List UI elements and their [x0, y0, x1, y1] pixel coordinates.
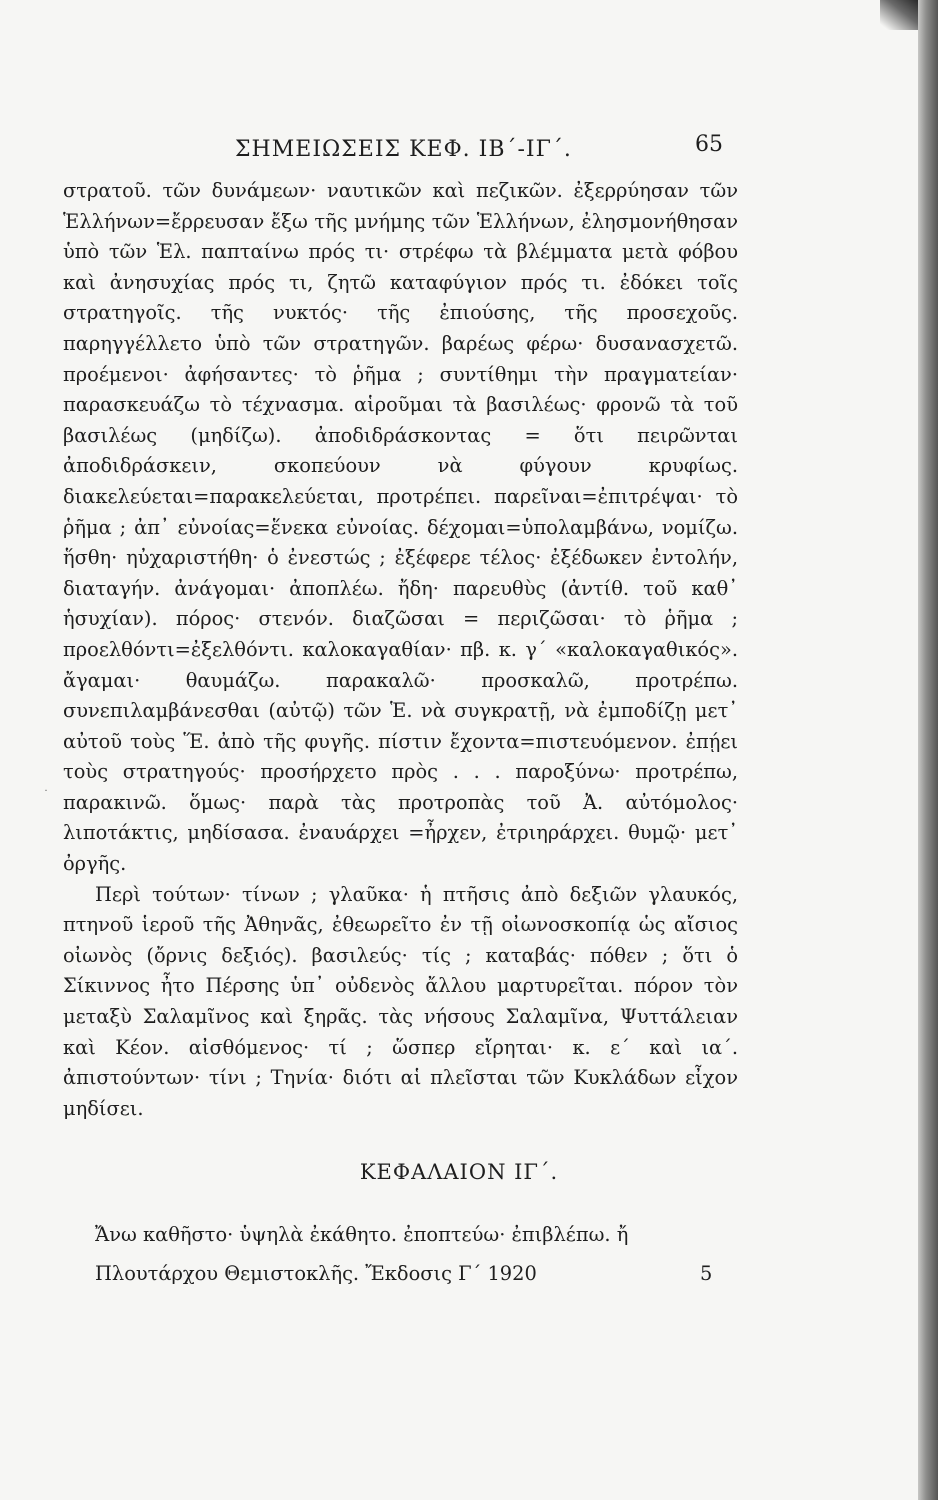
notes-body: [63, 176, 738, 1124]
footer-imprint: Πλουτάρχου Θεμιστοκλῆς. Ἔκδοσις Γ΄ 1920: [95, 1262, 537, 1285]
margin-pencil-mark: ·: [44, 783, 48, 797]
corner-shadow: [880, 0, 918, 30]
signature-mark: 5: [700, 1262, 713, 1285]
notes-paragraph-2: Περὶ τούτων· τίνων ; γλαῦκα· ἡ πτῆσις ἀπὸ δεξιῶν γλαυκός, πτηνοῦ ἱεροῦ τῆς Ἀθηνᾶς, ἐθεωρεῖτο ἐν τῇ οἰωνοσκοπίᾳ ὡς αἴσιος οἰωνὸς (ὄρνις δεξιός). βασιλεύς· τίς ; καταβάς· πόθεν ; ὅτι ὁ Σίκιννος ἦτο Πέρσης ὑπ᾽ οὐδενὸς ἄλλου μαρτυρεῖται. πόρον τὸν μεταξὺ Σαλαμῖνος καὶ ξηρᾶς. τὰς νήσους Σαλαμῖνα, Ψυττάλειαν καὶ Κέον. αἰσθόμενος· τί ; ὥσπερ εἴρηται· κ. ε΄ καὶ ια΄. ἀπιστούντων· τίνι ; Τηνία· διότι αἱ πλεῖσται τῶν Κυκλάδων εἶχον μηδίσει.: [63, 882, 738, 1120]
page-number: 65: [695, 132, 723, 157]
chapter-heading: ΚΕΦΑΛΑΙΟΝ ΙΓ΄.: [359, 1160, 559, 1184]
page-edge-shadow: [918, 0, 938, 1500]
chapter-first-line: Ἄνω καθῆστο· ὑψηλὰ ἐκάθητο. ἐποπτεύω· ἐπιβλέπω. ἤ: [95, 1223, 629, 1246]
notes-paragraph-1: στρατοῦ. τῶν δυνάμεων· ναυτικῶν καὶ πεζικῶν. ἐξερρύησαν τῶν Ἑλλήνων=ἔρρευσαν ἔξω τῆς μνήμης τῶν Ἑλλήνων, ἐλησμονήθησαν ὑπὸ τῶν Ἑλ. παπταίνω πρός τι· στρέφω τὰ βλέμματα μετὰ φόβου καὶ ἀνησυχίας πρός τι, ζητῶ καταφύγιον πρός τι. ἐδόκει τοῖς στρατηγοῖς. τῆς νυκτός· τῆς ἐπιούσης, τῆς προσεχοῦς. παρηγγέλλετο ὑπὸ τῶν στρατηγῶν. βαρέως φέρω· δυσανασχετῶ. προέμενοι· ἀφήσαντες· τὸ ῥῆμα ; συντίθημι τὴν πραγματείαν· παρασκευάζω τὸ τέχνασμα. αἱροῦμαι τὰ βασιλέως· φρονῶ τὰ τοῦ βασιλέως (μηδίζω). ἀποδιδράσκοντας = ὅτι πειρῶνται ἀποδιδράσκειν, σκοπεύουν νὰ φύγουν κρυφίως. διακελεύεται=παρακελεύεται, προτρέπει. παρεῖναι=ἐπιτρέψαι· τὸ ῥῆμα ; ἀπ᾽ εὐνοίας=ἕνεκα εὐνοίας. δέχομαι=ὑπολαμβάνω, νομίζω. ἥσθη· ηὐχαριστήθη· ὁ ἐνεστώς ; ἐξέφερε τέλος· ἐξέδωκεν ἐντολήν, διαταγήν. ἀνάγομαι· ἀποπλέω. ἤδη· παρευθὺς (ἀντίθ. τοῦ καθ᾽ ἡσυχίαν). πόρος· στενόν. διαζῶσαι = περιζῶσαι· τὸ ῥῆμα ; προελθόντι=ἐξελθόντι. καλοκαγαθίαν· πβ. κ. γ΄ «καλοκαγαθικός». ἄγαμαι· θαυμάζω. παρακαλῶ· προσκαλῶ, προτρέπω. συνεπιλαμβάνεσθαι (αὐτῷ) τῶν Ἑ. νὰ συγκρατῇ, νὰ ἐμποδίζῃ μετ᾽ αὐτοῦ τοὺς Ἕ. ἀπὸ τῆς φυγῆς. πίστιν ἔχοντα=πιστευόμενον. ἐπῄει τοὺς στρατηγούς· προσήρχετο πρὸς . . . παροξύνω· προτρέπω, παρακινῶ. ὅμως· παρὰ τὰς προτροπὰς τοῦ Ἀ. αὐτόμολος· λιποτάκτις, μηδίσασα. ἐναυάρχει =ἦρχεν, ἐτριηράρχει. θυμῷ· μετ᾽ ὀργῆς.: [63, 179, 738, 876]
running-head: ΣΗΜΕΙΩΣΕΙΣ ΚΕΦ. ΙΒ΄-ΙΓ΄.: [235, 137, 572, 162]
